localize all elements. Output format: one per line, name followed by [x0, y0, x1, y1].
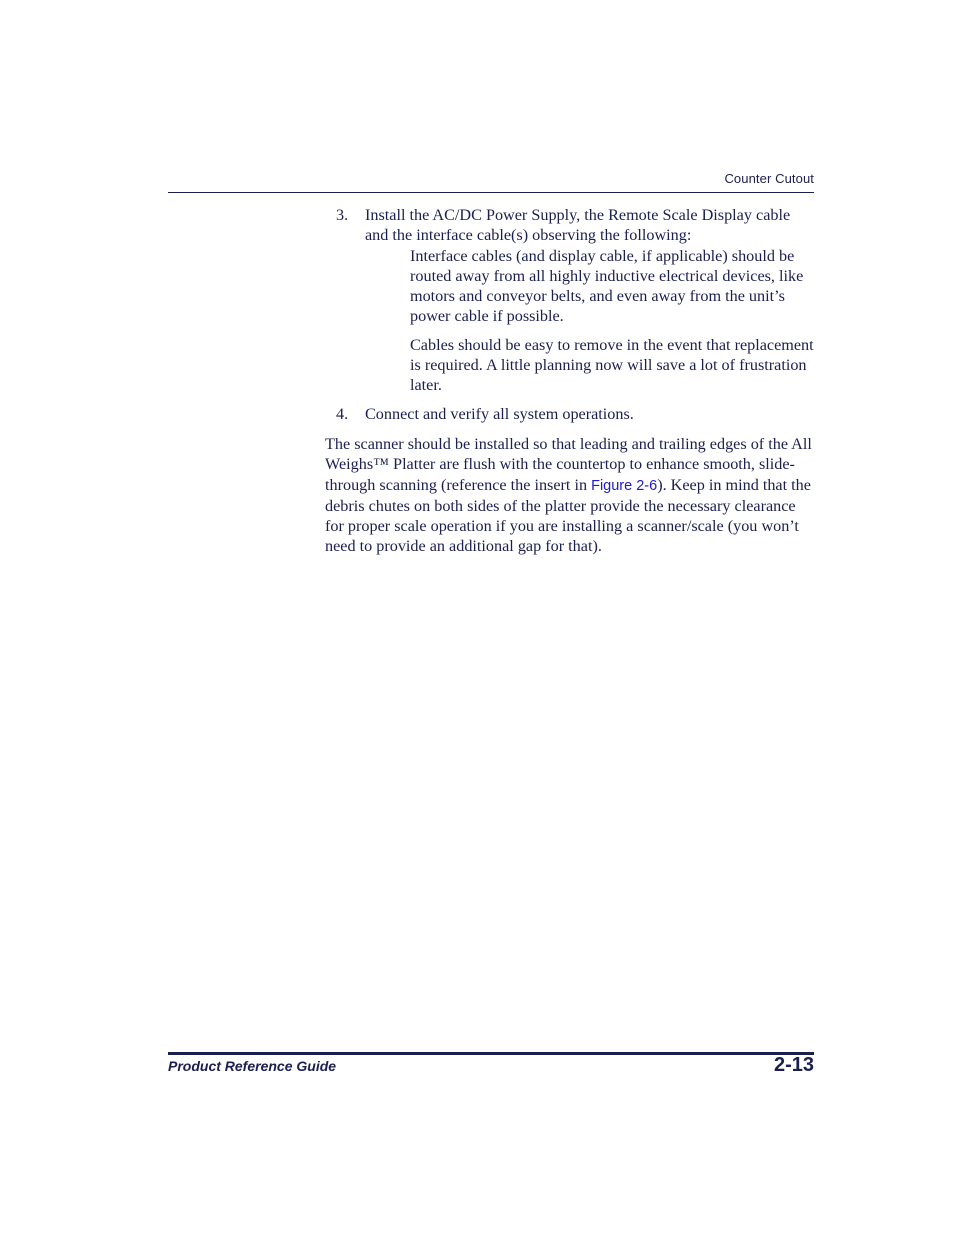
paragraph-text-before-link: The scanner should be installed so that leading and trailing edges of the All Weighs™ Platter are flush with the countertop to enhance smooth, slide-through scanning (reference the insert in — [325, 434, 812, 494]
footer-divider — [168, 1052, 814, 1055]
figure-2-6-link[interactable]: Figure 2-6 — [591, 477, 658, 494]
step-3-text: Install the AC/DC Power Supply, the Remote Scale Display cable and the interface cable(s) observing the following: — [365, 206, 791, 245]
step-4 — [325, 404, 815, 424]
step-3 — [325, 205, 815, 246]
step-4-text: Connect and verify all system operations. — [365, 404, 634, 423]
footer-guide-title: Product Reference Guide — [168, 1058, 337, 1074]
step-4-number: 4. — [336, 404, 349, 423]
paragraph-text-after-link: ). Keep in mind that the debris chutes on both sides of the platter provide the necessary clearance for proper scale operation if you are installing a scanner/scale (you won’t need to provide an additional gap for that). — [325, 475, 811, 556]
header-section-title: Counter Cutout — [724, 171, 814, 186]
installation-paragraph — [325, 434, 815, 557]
step-3-note-cable-routing: Interface cables (and display cable, if applicable) should be routed away from all highly inductive electrical devices, like motors and conveyor belts, and even away from the unit’s power cable if possible. — [410, 246, 804, 326]
step-3-note-cable-removal: Cables should be easy to remove in the event that replacement is required. A little planning now will save a lot of frustration later. — [410, 335, 814, 395]
header-divider — [168, 192, 814, 193]
footer-page-number: 2-13 — [773, 1054, 814, 1076]
step-3-number: 3. — [336, 206, 349, 224]
page-content — [325, 205, 815, 573]
